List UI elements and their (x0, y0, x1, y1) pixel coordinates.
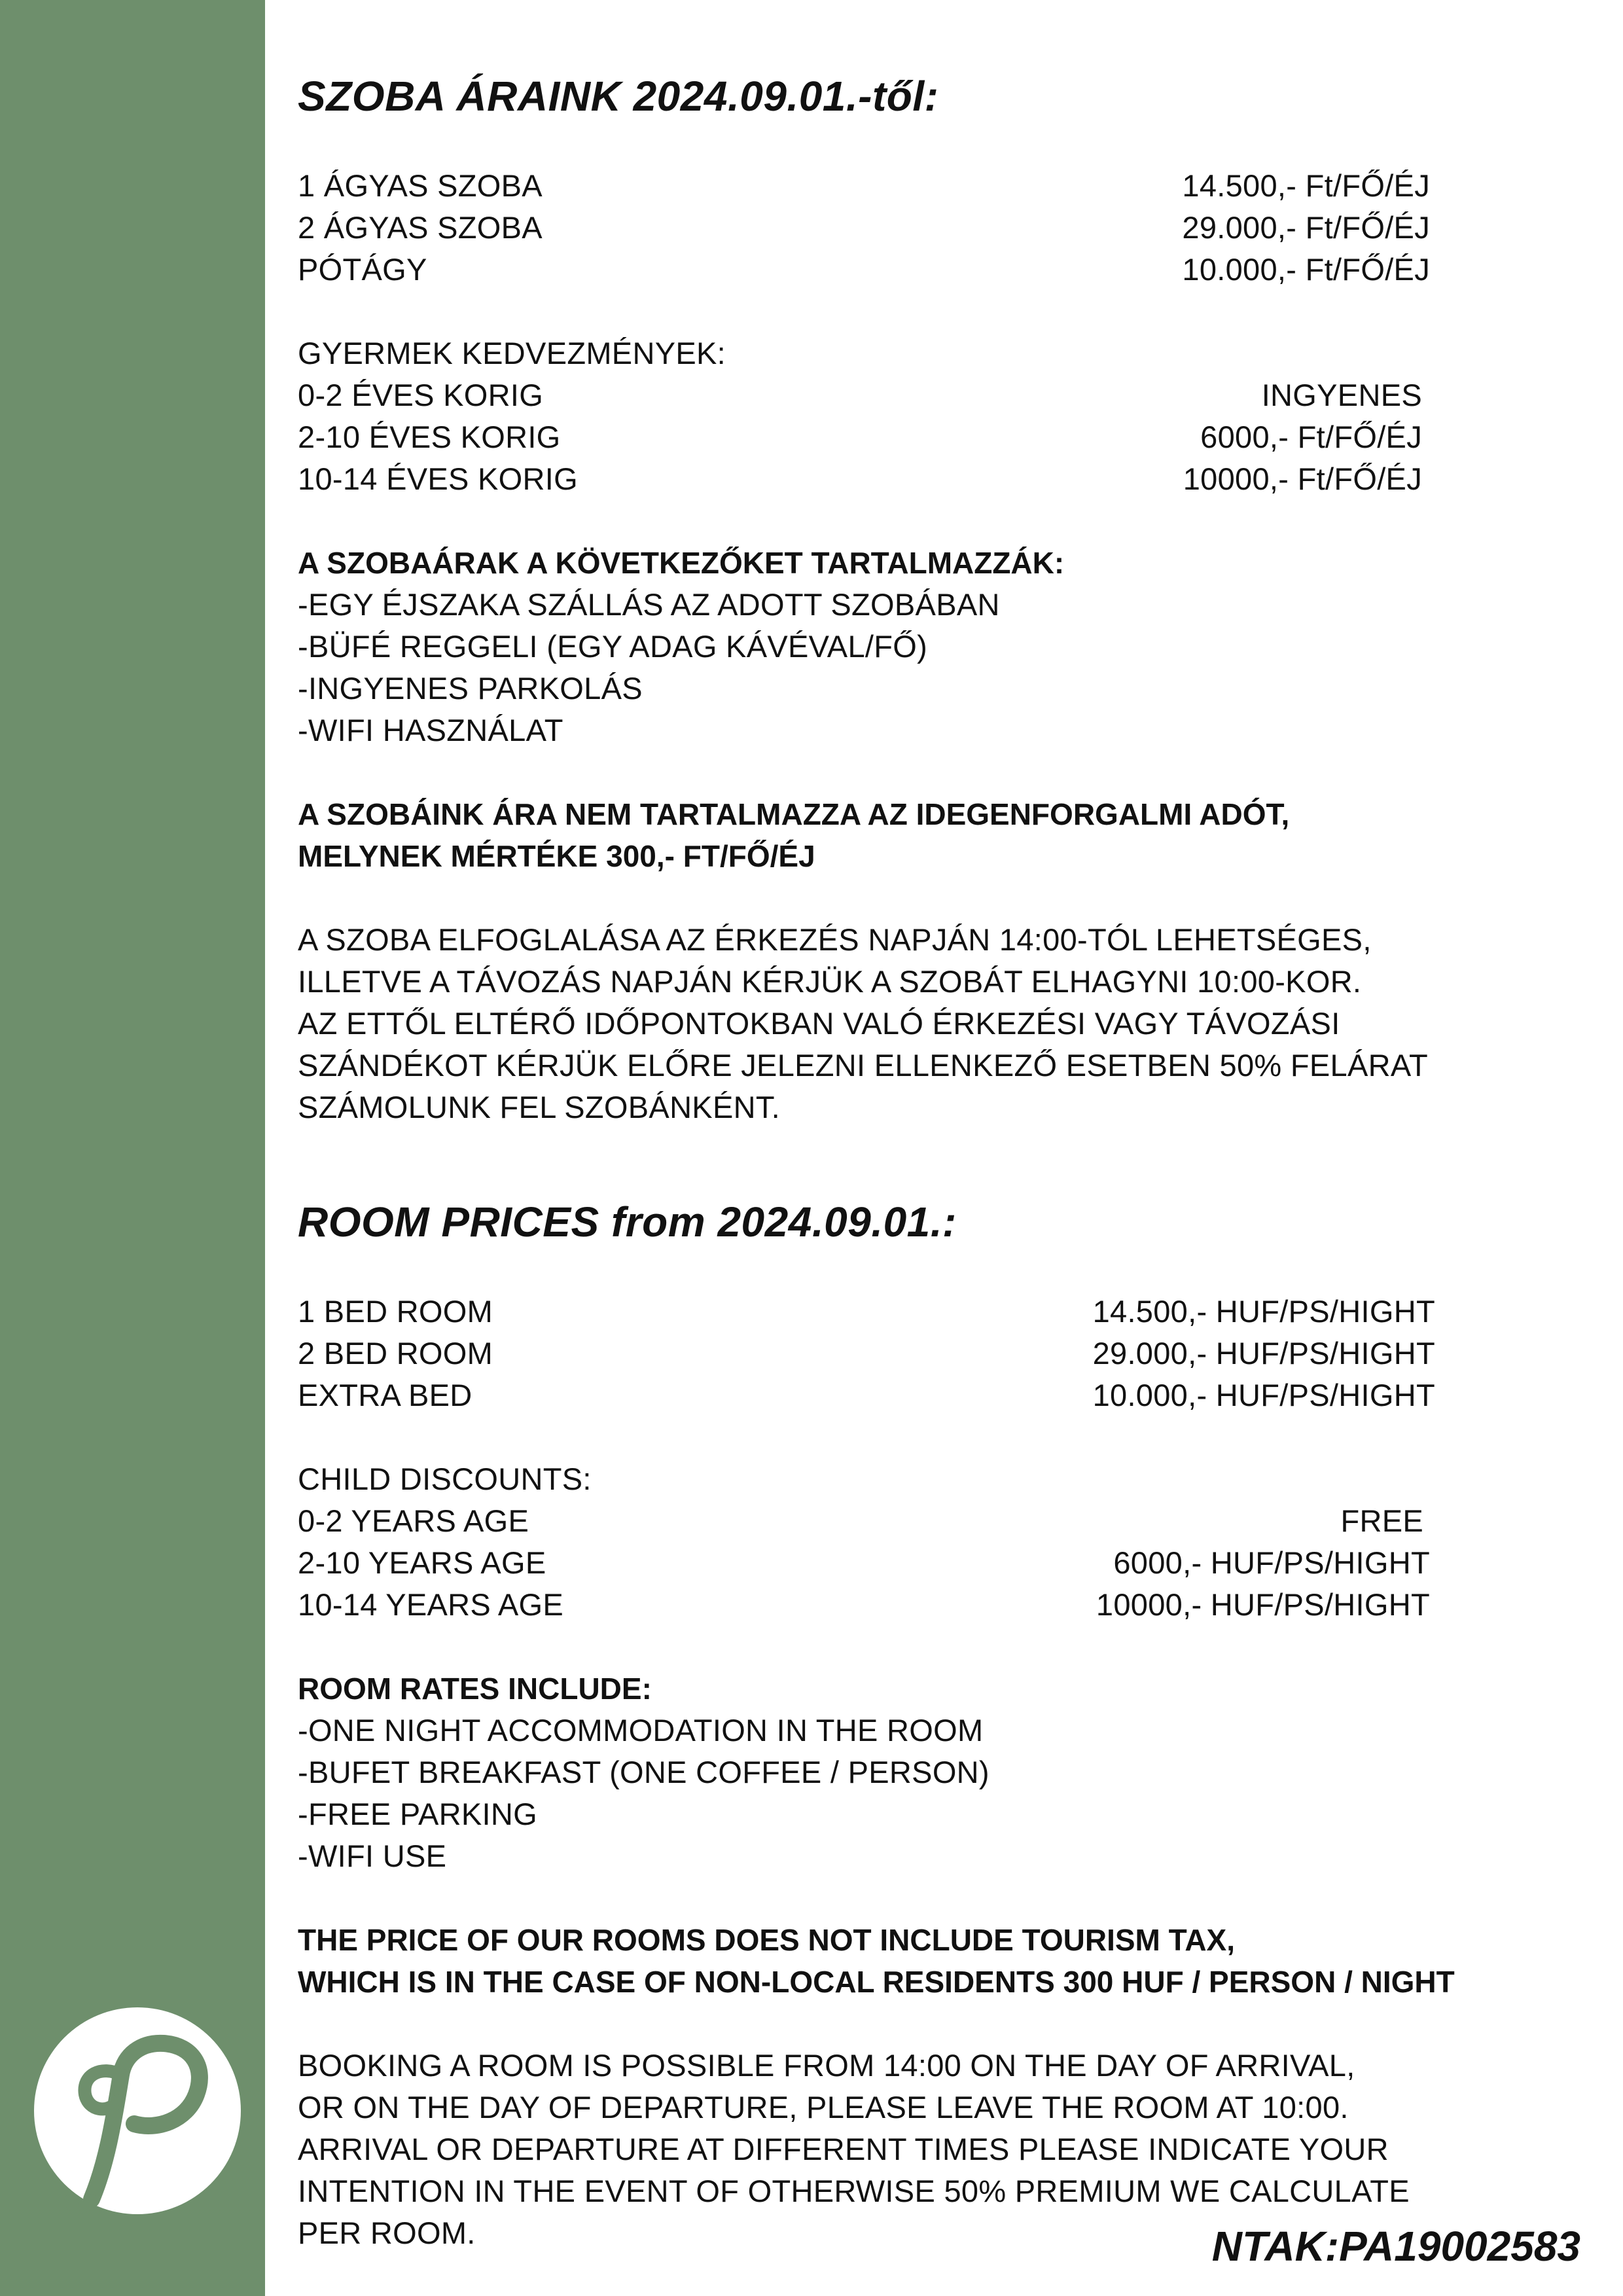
en-children-heading: CHILD DISCOUNTS: (298, 1462, 592, 1496)
hu-policy-line: SZÁNDÉKOT KÉRJÜK ELŐRE JELEZNI ELLENKEZŐ ESETBEN 50% FELÁRAT (298, 1048, 1429, 1083)
hu-child-price: 10000,- Ft/FŐ/ÉJ (1183, 461, 1422, 496)
hu-children-heading: GYERMEK KEDVEZMÉNYEK: (298, 336, 726, 370)
hu-policy-line: A SZOBA ELFOGLALÁSA AZ ÉRKEZÉS NAPJÁN 14:00-TÓL LEHETSÉGES, (298, 922, 1372, 957)
en-child-label: 0-2 YEARS AGE (298, 1503, 529, 1538)
hu-child-price: 6000,- Ft/FŐ/ÉJ (1200, 420, 1422, 454)
hu-room-label: 2 ÁGYAS SZOBA (298, 210, 543, 245)
hu-policy-line: AZ ETTŐL ELTÉRŐ IDŐPONTOKBAN VALÓ ÉRKEZÉSI VAGY TÁVOZÁSI (298, 1006, 1340, 1041)
en-child-price: FREE (1340, 1503, 1423, 1538)
price-document (298, 0, 1580, 2296)
hu-include-item: -WIFI HASZNÁLAT (298, 713, 563, 747)
en-policy-line: ARRIVAL OR DEPARTURE AT DIFFERENT TIMES PLEASE INDICATE YOUR (298, 2132, 1389, 2166)
en-child-price: 10000,- HUF/PS/HIGHT (1096, 1587, 1430, 1622)
hu-room-price: 10.000,- Ft/FŐ/ÉJ (1182, 252, 1430, 287)
en-room-price: 14.500,- HUF/PS/HIGHT (1092, 1294, 1435, 1329)
hu-room-price: 29.000,- Ft/FŐ/ÉJ (1182, 210, 1430, 245)
hu-child-price: INGYENES (1261, 378, 1422, 412)
hu-child-label: 10-14 ÉVES KORIG (298, 461, 578, 496)
en-room-label: 1 BED ROOM (298, 1294, 493, 1329)
hu-room-price: 14.500,- Ft/FŐ/ÉJ (1182, 168, 1430, 203)
en-room-price: 29.000,- HUF/PS/HIGHT (1092, 1336, 1435, 1371)
en-includes-heading: ROOM RATES INCLUDE: (298, 1672, 652, 1706)
en-policy-line: PER ROOM. (298, 2215, 476, 2250)
en-tax-line: THE PRICE OF OUR ROOMS DOES NOT INCLUDE TOURISM TAX, (298, 1923, 1236, 1957)
hu-include-item: -BÜFÉ REGGELI (EGY ADAG KÁVÉVAL/FŐ) (298, 629, 928, 664)
en-room-label: EXTRA BED (298, 1378, 473, 1412)
en-include-item: -FREE PARKING (298, 1797, 538, 1831)
hu-child-label: 0-2 ÉVES KORIG (298, 378, 544, 412)
ntak-registration-number: NTAK:PA19002583 (1211, 2223, 1580, 2270)
en-child-label: 10-14 YEARS AGE (298, 1587, 563, 1622)
en-child-price: 6000,- HUF/PS/HIGHT (1113, 1545, 1430, 1580)
en-room-label: 2 BED ROOM (298, 1336, 493, 1371)
en-include-item: -WIFI USE (298, 1839, 447, 1873)
hu-room-label: PÓTÁGY (298, 252, 427, 287)
hu-tax-line: MELYNEK MÉRTÉKE 300,- FT/FŐ/ÉJ (298, 839, 815, 873)
hu-title: SZOBA ÁRAINK 2024.09.01.-től: (298, 73, 939, 120)
hu-include-item: -EGY ÉJSZAKA SZÁLLÁS AZ ADOTT SZOBÁBAN (298, 587, 1000, 622)
en-policy-line: OR ON THE DAY OF DEPARTURE, PLEASE LEAVE THE ROOM AT 10:00. (298, 2090, 1349, 2125)
en-policy-line: BOOKING A ROOM IS POSSIBLE FROM 14:00 ON THE DAY OF ARRIVAL, (298, 2048, 1355, 2083)
hu-includes-heading: A SZOBAÁRAK A KÖVETKEZŐKET TARTALMAZZÁK: (298, 546, 1065, 580)
en-include-item: -ONE NIGHT ACCOMMODATION IN THE ROOM (298, 1713, 984, 1748)
hu-policy-line: ILLETVE A TÁVOZÁS NAPJÁN KÉRJÜK A SZOBÁT ELHAGYNI 10:00-KOR. (298, 964, 1362, 999)
p-monogram-logo-icon (29, 2003, 245, 2219)
en-policy-line: INTENTION IN THE EVENT OF OTHERWISE 50% PREMIUM WE CALCULATE (298, 2174, 1410, 2208)
en-child-label: 2-10 YEARS AGE (298, 1545, 546, 1580)
hu-room-label: 1 ÁGYAS SZOBA (298, 168, 543, 203)
sidebar-band (0, 0, 265, 2296)
en-tax-line: WHICH IS IN THE CASE OF NON-LOCAL RESIDENTS 300 HUF / PERSON / NIGHT (298, 1965, 1455, 1999)
hu-tax-line: A SZOBÁINK ÁRA NEM TARTALMAZZA AZ IDEGENFORGALMI ADÓT, (298, 797, 1290, 831)
en-include-item: -BUFET BREAKFAST (ONE COFFEE / PERSON) (298, 1755, 990, 1789)
en-room-price: 10.000,- HUF/PS/HIGHT (1092, 1378, 1435, 1412)
hu-child-label: 2-10 ÉVES KORIG (298, 420, 561, 454)
hu-policy-line: SZÁMOLUNK FEL SZOBÁNKÉNT. (298, 1090, 781, 1124)
en-title: ROOM PRICES from 2024.09.01.: (298, 1198, 957, 1246)
hu-include-item: -INGYENES PARKOLÁS (298, 671, 643, 706)
